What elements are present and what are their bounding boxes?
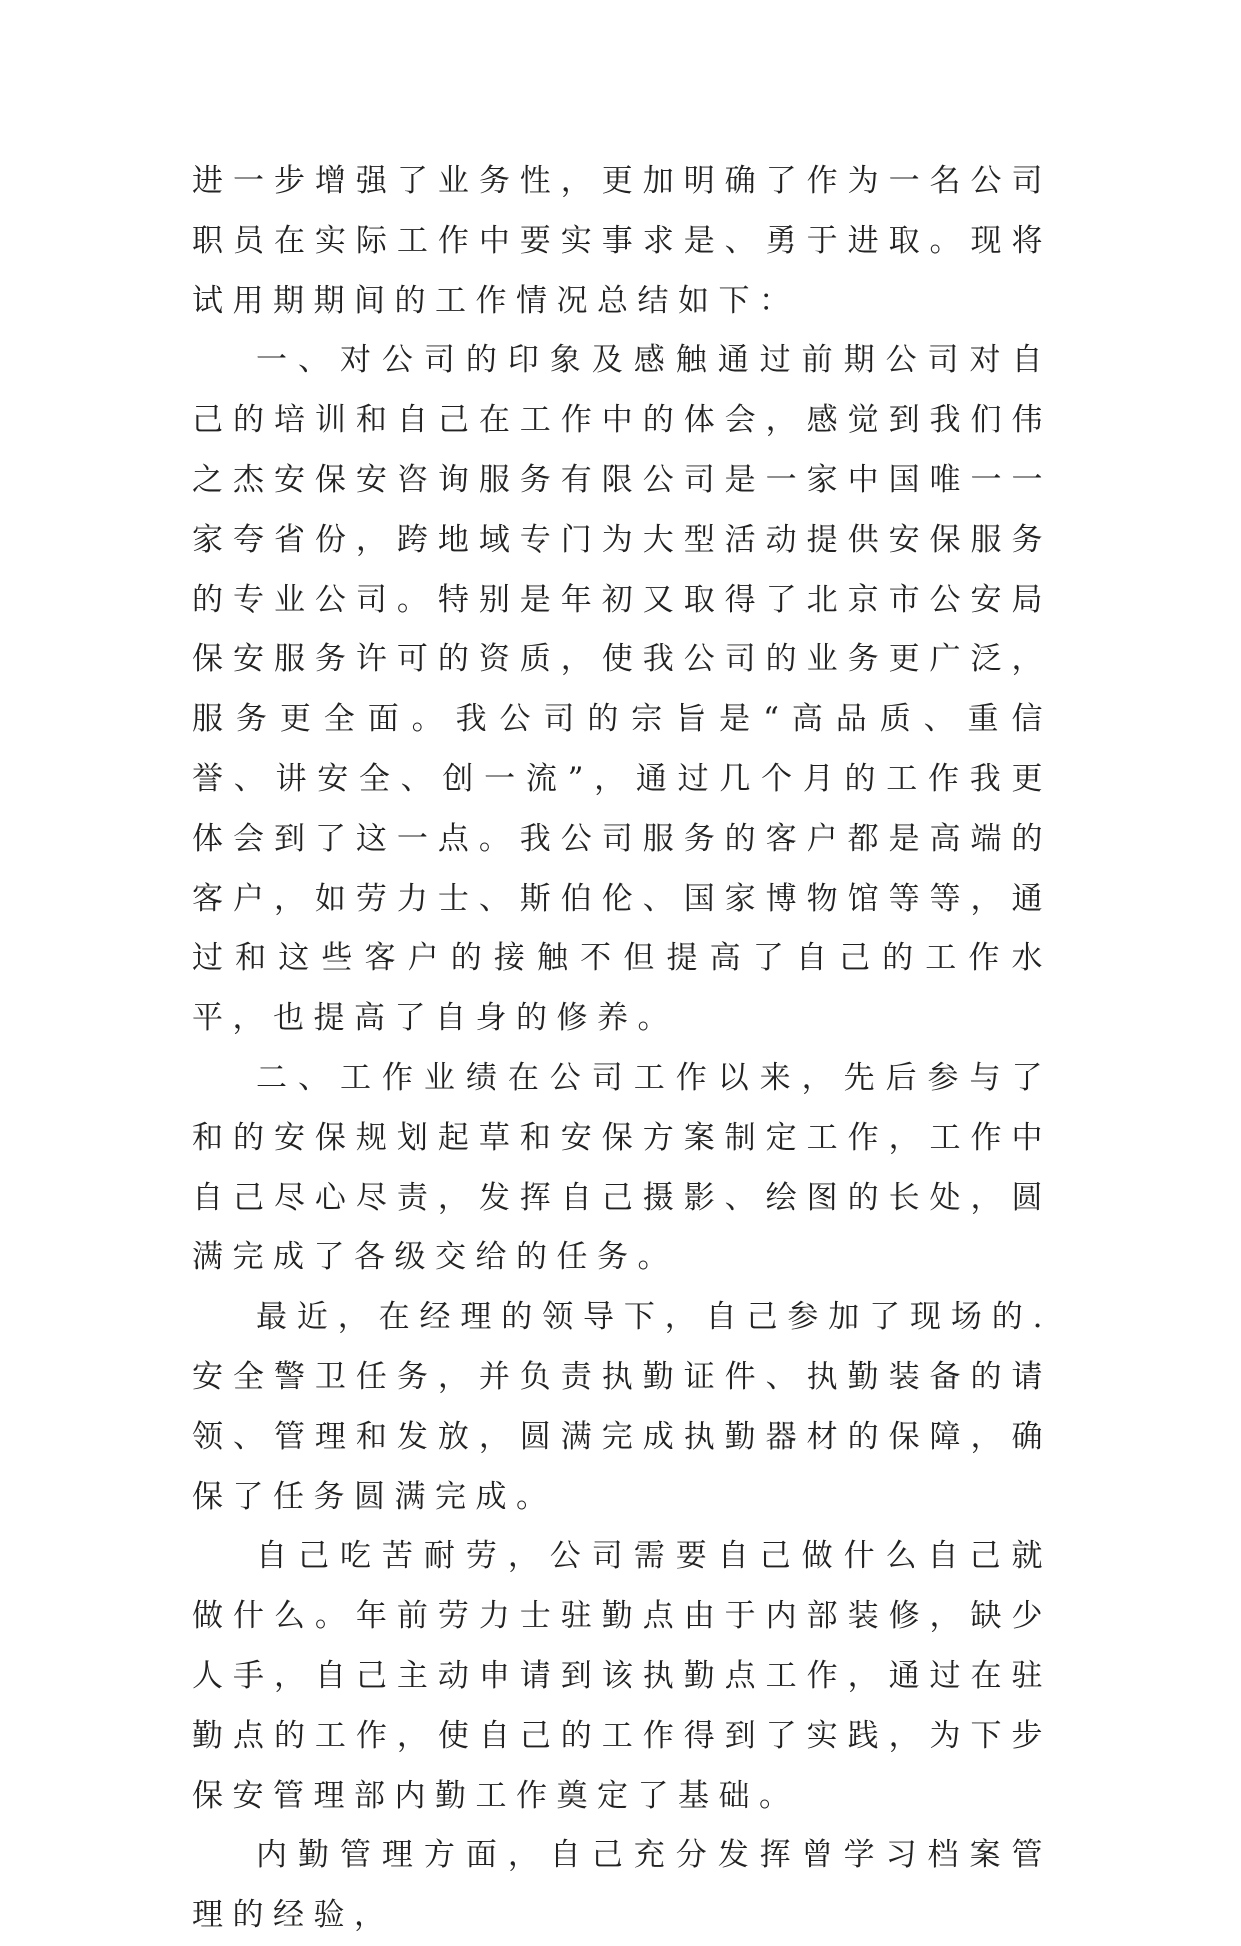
paragraph-5: 自己吃苦耐劳，公司需要自己做什么自己就做什么。年前劳力士驻勤点由于内部装修，缺少人手，自己主动申请到该执勤点工作，通过在驻勤点的工作，使自己的工作得到了实践，为下步保安管理部内勤工作奠定了基础。 [192, 1538, 1052, 1814]
paragraph-2: 一、对公司的印象及感触通过前期公司对自己的培训和自己在工作中的体会，感觉到我们伟之杰安保安咨询服务有限公司是一家中国唯一一家夸省份，跨地域专门为大型活动提供安保服务的专业公司。特别是年初又取得了北京市公安局保安服务许可的资质，使我公司的业务更广泛，服务更全面。我公司的宗旨是“高品质、重信誉、讲安全、创一流”，通过几个月的工作我更体会到了这一点。我公司服务的客户都是高端的客户，如劳力士、斯伯伦、国家博物馆等等，通过和这些客户的接触不但提高了自己的工作水平，也提高了自身的修养。 [192, 342, 1052, 1037]
document-body [192, 152, 1052, 1946]
paragraph-6: 内勤管理方面，自己充分发挥曾学习档案管理的经验， [192, 1837, 1052, 1934]
paragraph-3: 二、工作业绩在公司工作以来，先后参与了和的安保规划起草和安保方案制定工作，工作中自己尽心尽责，发挥自己摄影、绘图的长处，圆满完成了各级交给的任务。 [192, 1059, 1052, 1276]
paragraph-4: 最近，在经理的领导下，自己参加了现场的.安全警卫任务，并负责执勤证件、执勤装备的请领、管理和发放，圆满完成执勤器材的保障，确保了任务圆满完成。 [192, 1299, 1052, 1515]
paragraph-1: 进一步增强了业务性，更加明确了作为一名公司职员在实际工作中要实事求是、勇于进取。现将试用期期间的工作情况总结如下： [192, 163, 1052, 319]
